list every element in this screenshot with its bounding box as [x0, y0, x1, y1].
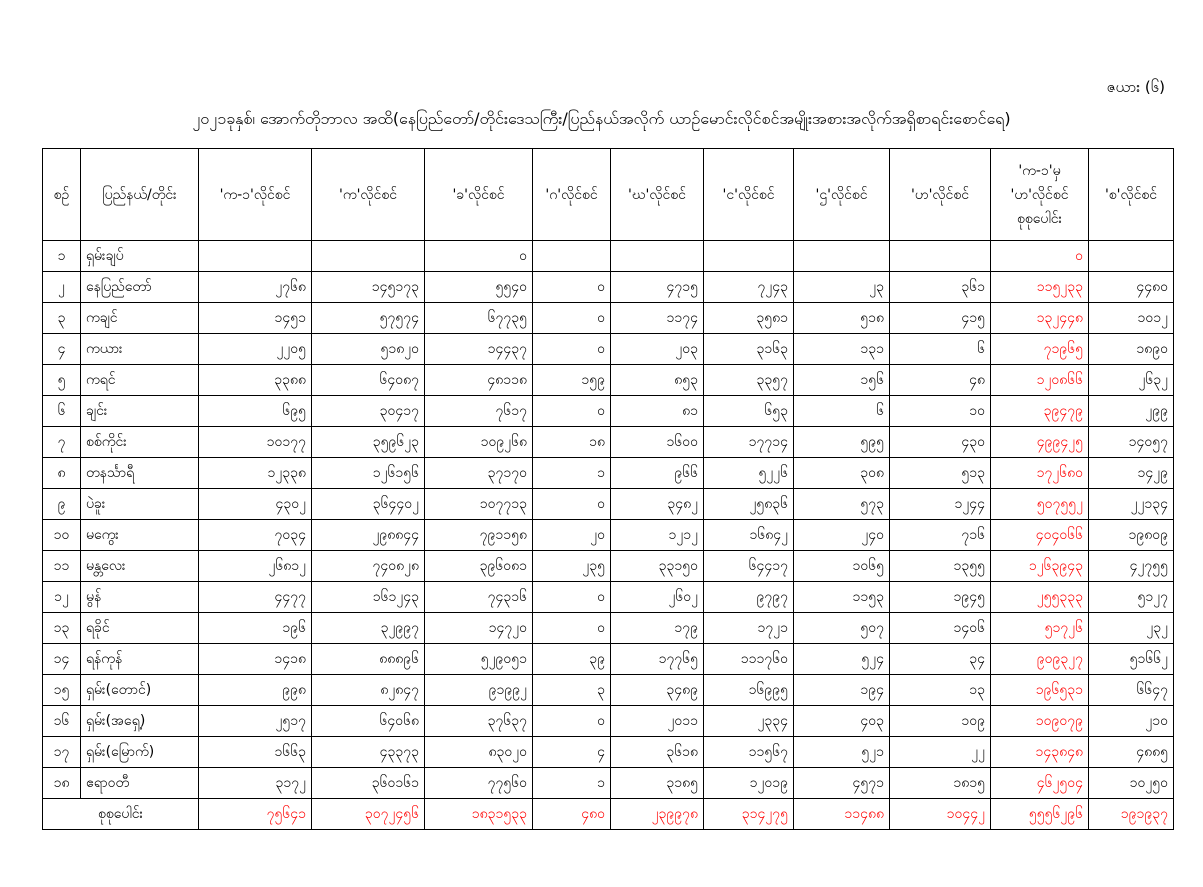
- cell-c8: ၁၂၄၄: [890, 489, 991, 520]
- cell-c10: ၅၁၂၇: [1089, 582, 1174, 613]
- cell-c5: ၂၀၃: [611, 334, 704, 365]
- cell-c10: ၆၆၄၇: [1089, 675, 1174, 706]
- cell-c10: ၂၉၉: [1089, 396, 1174, 427]
- cell-c1: ၂၂၀၅: [199, 334, 312, 365]
- cell-region: ချင်း: [81, 396, 199, 427]
- cell-no: ၁: [43, 241, 81, 272]
- cell-c6: ၁၁၅၆၇: [704, 737, 794, 768]
- cell-no: ၈: [43, 458, 81, 489]
- cell-region: ကရင်: [81, 365, 199, 396]
- cell-c9: ၉၀၉၃၂၇: [991, 644, 1089, 675]
- cell-c6: ၁၇၂၁: [704, 613, 794, 644]
- col-header-c3: 'ခ'လိုင်စင်: [425, 149, 533, 241]
- cell-region: ကချင်: [81, 303, 199, 334]
- table-row: [43, 365, 1174, 396]
- col-header-c8: 'ဟ'လိုင်စင်: [890, 149, 991, 241]
- table-row: [43, 520, 1174, 551]
- cell-c3: ၇၉၁၁၅၈: [425, 520, 533, 551]
- cell-no: ၉: [43, 489, 81, 520]
- table-row: [43, 706, 1174, 737]
- cell-c4: ၀: [533, 396, 611, 427]
- cell-c9: ၄၉၉၄၂၅: [991, 427, 1089, 458]
- cell-c3: ၇၆၁၇: [425, 396, 533, 427]
- cell-c3: ၅၂၉၀၅၁: [425, 644, 533, 675]
- header-row: [43, 149, 1174, 241]
- cell-c2: ၄၃၃၇၃: [312, 737, 425, 768]
- cell-c10: ၁၄၂၉: [1089, 458, 1174, 489]
- col-header-c1: 'က-၁'လိုင်စင်: [199, 149, 312, 241]
- table-row: [43, 272, 1174, 303]
- cell-c6: ၃၃၅၇: [704, 365, 794, 396]
- cell-c5: [611, 241, 704, 272]
- cell-c7: ၂၄၀: [794, 520, 890, 551]
- cell-no: ၄: [43, 334, 81, 365]
- cell-c9: ၁၂၀၈၆၆: [991, 365, 1089, 396]
- cell-c9: ၁၀၉၀၇၉: [991, 706, 1089, 737]
- cell-c1: ၁၉၆: [199, 613, 312, 644]
- cell-no: ၁၅: [43, 675, 81, 706]
- cell-c4: ၀: [533, 303, 611, 334]
- page-title: ၂၀၂၁ခုနှစ်၊ အောက်တိုဘာလ အထိ(နေပြည်တော်/တိုင်းဒေသကြီး/ပြည်နယ်အလိုက် ယာဉ်မောင်းလိုင်စင်အမျိုးအစားအလိုက်အရှိစာရင်းစောင်ရေ): [192, 109, 1011, 128]
- cell-c10: [1089, 241, 1174, 272]
- cell-c9: ၃၉၄၇၉: [991, 396, 1089, 427]
- col-header-c10: 'စ'လိုင်စင်: [1089, 149, 1174, 241]
- cell-c4: ၁၈: [533, 427, 611, 458]
- cell-c1: ၄၃၀၂: [199, 489, 312, 520]
- cell-c9: ၇၁၉၆၅: [991, 334, 1089, 365]
- cell-c4: ၃: [533, 675, 611, 706]
- cell-c2: [312, 241, 425, 272]
- cell-c6: ၃၁၆၃: [704, 334, 794, 365]
- cell-c1: ၁၆၆၃: [199, 737, 312, 768]
- cell-c7: ၁၅၆: [794, 365, 890, 396]
- cell-c2: ၃၂၉၉၇: [312, 613, 425, 644]
- cell-c5: ၃၄၈၉: [611, 675, 704, 706]
- cell-no: ၅: [43, 365, 81, 396]
- cell-no: ၁၀: [43, 520, 81, 551]
- col-header-no: စဉ်: [43, 149, 81, 241]
- cell-c2: ၁၄၅၁၇၃: [312, 272, 425, 303]
- cell-no: ၁၃: [43, 613, 81, 644]
- cell-c1: ၁၄၅၁: [199, 303, 312, 334]
- cell-c1: ၂၅၁၇: [199, 706, 312, 737]
- cell-c3: ၇၄၃၁၆: [425, 582, 533, 613]
- cell-region: ရှမ်းချပ်: [81, 241, 199, 272]
- cell-c6: ၁၁၁၇၆၀: [704, 644, 794, 675]
- cell-c2: ၆၄၀၈၇: [312, 365, 425, 396]
- cell-c2: ၁၆၁၂၄၃: [312, 582, 425, 613]
- cell-region: မန္တလေး: [81, 551, 199, 582]
- cell-c4: ၃၉: [533, 644, 611, 675]
- cell-c3: ၉၁၉၉၂: [425, 675, 533, 706]
- cell-c4: ၄: [533, 737, 611, 768]
- cell-region: ရှမ်း(တောင်): [81, 675, 199, 706]
- cell-c8: ၆: [890, 334, 991, 365]
- cell-c9: ၅၀၇၅၅၂: [991, 489, 1089, 520]
- cell-c4: ၂၀: [533, 520, 611, 551]
- col-header-c4: 'ဂ'လိုင်စင်: [533, 149, 611, 241]
- cell-c10: ၁၀၂၅၀: [1089, 768, 1174, 799]
- table-row: [43, 768, 1174, 799]
- total-c6: ၃၁၄၂၇၅: [704, 799, 794, 830]
- cell-c9: ၁၄၃၈၄၈: [991, 737, 1089, 768]
- cell-c8: ၁၄၀၆: [890, 613, 991, 644]
- cell-c8: ၄၃၀: [890, 427, 991, 458]
- cell-no: ၁၂: [43, 582, 81, 613]
- cell-c9: ၅၁၇၂၆: [991, 613, 1089, 644]
- cell-c1: ၂၆၈၁၂: [199, 551, 312, 582]
- cell-c6: ၂၅၈၃၆: [704, 489, 794, 520]
- cell-c3: ၅၅၄၀: [425, 272, 533, 303]
- cell-c1: ၁၂၃၃၈: [199, 458, 312, 489]
- cell-no: ၇: [43, 427, 81, 458]
- cell-c8: ၄၁၅: [890, 303, 991, 334]
- cell-c1: ၁၄၁၈: [199, 644, 312, 675]
- total-row: [43, 799, 1174, 830]
- total-c1: ၇၅၆၄၁: [199, 799, 312, 830]
- col-header-c2: 'က'လိုင်စင်: [312, 149, 425, 241]
- cell-no: ၆: [43, 396, 81, 427]
- table-row: [43, 582, 1174, 613]
- cell-c4: [533, 241, 611, 272]
- cell-c10: ၅၁၆၆၂: [1089, 644, 1174, 675]
- cell-c10: ၂၂၁၃၄: [1089, 489, 1174, 520]
- cell-c5: ၃၆၁၈: [611, 737, 704, 768]
- cell-c1: ၃၁၇၂: [199, 768, 312, 799]
- cell-c3: ၈၃၀၂၀: [425, 737, 533, 768]
- cell-c5: ၃၃၁၅၀: [611, 551, 704, 582]
- table-row: [43, 303, 1174, 334]
- table-row: [43, 334, 1174, 365]
- total-c2: ၃၀၇၂၄၅၆: [312, 799, 425, 830]
- cell-no: ၂: [43, 272, 81, 303]
- cell-c9: ၄၆၂၅၀၄: [991, 768, 1089, 799]
- cell-c6: ၃၅၈၁: [704, 303, 794, 334]
- cell-region: ရှမ်း(မြောက်): [81, 737, 199, 768]
- cell-region: နေပြည်တော်: [81, 272, 199, 303]
- cell-c6: [704, 241, 794, 272]
- cell-c8: ၄၈: [890, 365, 991, 396]
- cell-c8: ၂၂: [890, 737, 991, 768]
- cell-c1: ၂၇၆၈: [199, 272, 312, 303]
- cell-c9: ၁၇၂၆၈၀: [991, 458, 1089, 489]
- cell-c4: ၀: [533, 489, 611, 520]
- cell-c3: ၀: [425, 241, 533, 272]
- table-row: [43, 737, 1174, 768]
- cell-c7: ၅၂၁: [794, 737, 890, 768]
- cell-c7: [794, 241, 890, 272]
- cell-c8: ၁၃: [890, 675, 991, 706]
- cell-c6: ၇၂၄၃: [704, 272, 794, 303]
- cell-c2: ၃၆၄၄၀၂: [312, 489, 425, 520]
- cell-c10: ၁၀၁၂: [1089, 303, 1174, 334]
- cell-c3: ၁၄၄၃၇: [425, 334, 533, 365]
- cell-c5: ၃၄၈၂: [611, 489, 704, 520]
- cell-c10: ၁၄၀၅၇: [1089, 427, 1174, 458]
- table-row: [43, 551, 1174, 582]
- cell-c6: ၁၂၀၁၉: [704, 768, 794, 799]
- table-row: [43, 427, 1174, 458]
- total-c5: ၂၃၉၉၇၈: [611, 799, 704, 830]
- cell-region: တနင်္သာရီ: [81, 458, 199, 489]
- cell-no: ၃: [43, 303, 81, 334]
- cell-c6: ၉၇၉၇: [704, 582, 794, 613]
- cell-c9: ၄၀၄၀၆၆: [991, 520, 1089, 551]
- cell-c2: ၁၂၆၁၅၆: [312, 458, 425, 489]
- cell-c1: ၄၄၇၇: [199, 582, 312, 613]
- cell-c7: ၅၁၈: [794, 303, 890, 334]
- cell-c2: ၅၁၈၂၀: [312, 334, 425, 365]
- cell-c4: ၀: [533, 582, 611, 613]
- cell-c1: ၃၃၈၈: [199, 365, 312, 396]
- cell-c7: ၅၉၅: [794, 427, 890, 458]
- cell-c8: ၁၀၉: [890, 706, 991, 737]
- cell-region: စစ်ကိုင်း: [81, 427, 199, 458]
- col-header-c9-line: စုစုပေါင်း: [1016, 210, 1063, 227]
- cell-c7: ၁၉၄: [794, 675, 890, 706]
- cell-region: ရှမ်း(အရှေ့): [81, 706, 199, 737]
- cell-c6: ၆၄၄၁၇: [704, 551, 794, 582]
- col-header-region: ပြည်နယ်/တိုင်း: [81, 149, 199, 241]
- cell-c10: ၄၈၈၅: [1089, 737, 1174, 768]
- cell-c7: ၂၃: [794, 272, 890, 303]
- cell-c2: ၈၂၈၄၇: [312, 675, 425, 706]
- cell-c8: ၁၈၁၅: [890, 768, 991, 799]
- cell-c2: ၅၇၅၇၄: [312, 303, 425, 334]
- cell-c7: ၁၁၅၃: [794, 582, 890, 613]
- cell-c7: ၅၀၇: [794, 613, 890, 644]
- cell-c2: ၃၀၄၁၇: [312, 396, 425, 427]
- col-header-c7: 'ဌ'လိုင်စင်: [794, 149, 890, 241]
- table-row: [43, 644, 1174, 675]
- total-c10: ၁၉၁၉၃၇: [1089, 799, 1174, 830]
- col-header-c9: [991, 149, 1089, 241]
- cell-c8: ၅၁၃: [890, 458, 991, 489]
- cell-c3: ၁၄၇၂၀: [425, 613, 533, 644]
- table-row: [43, 675, 1174, 706]
- cell-c6: ၂၃၃၄: [704, 706, 794, 737]
- cell-no: ၁၆: [43, 706, 81, 737]
- cell-c5: ၉၆၆: [611, 458, 704, 489]
- cell-c8: [890, 241, 991, 272]
- total-c7: ၁၁၄၈၈: [794, 799, 890, 830]
- total-c3: ၁၈၃၁၅၃၃: [425, 799, 533, 830]
- cell-c7: ၃၀၈: [794, 458, 890, 489]
- cell-c5: ၁၇၇၆၅: [611, 644, 704, 675]
- cell-c8: ၁၃၅၅: [890, 551, 991, 582]
- cell-c4: ၂၃၅: [533, 551, 611, 582]
- cell-c7: ၄၀၃: [794, 706, 890, 737]
- cell-c7: ၆: [794, 396, 890, 427]
- cell-c1: ၁၀၁၇၇: [199, 427, 312, 458]
- cell-c4: ၀: [533, 706, 611, 737]
- table-row: [43, 613, 1174, 644]
- cell-c9: ၁၂၆၃၉၄၃: [991, 551, 1089, 582]
- cell-region: ကယား: [81, 334, 199, 365]
- cell-c10: ၂၃၂: [1089, 613, 1174, 644]
- total-c9: ၅၅၅၆၂၉၆: [991, 799, 1089, 830]
- license-table: [42, 148, 1174, 830]
- cell-region: မွန်: [81, 582, 199, 613]
- total-c8: ၁၀၄၄၂: [890, 799, 991, 830]
- cell-c6: ၁၆၉၉၅: [704, 675, 794, 706]
- cell-c2: ၃၆၀၁၆၁: [312, 768, 425, 799]
- cell-c5: ၁၇၉: [611, 613, 704, 644]
- cell-c3: ၄၈၁၁၈: [425, 365, 533, 396]
- cell-c9: ၁၉၆၅၃၁: [991, 675, 1089, 706]
- cell-c3: ၁၀၉၂၆၈: [425, 427, 533, 458]
- cell-c2: ၃၅၉၆၂၃: [312, 427, 425, 458]
- cell-c9: ၂၅၅၃၃၃: [991, 582, 1089, 613]
- cell-no: ၁၄: [43, 644, 81, 675]
- cell-c5: ၄၇၁၅: [611, 272, 704, 303]
- cell-c8: ၁၀: [890, 396, 991, 427]
- cell-no: ၁၇: [43, 737, 81, 768]
- cell-c10: ၄၂၇၅၅: [1089, 551, 1174, 582]
- cell-c8: ၃၄: [890, 644, 991, 675]
- cell-c3: ၁၀၇၇၁၃: [425, 489, 533, 520]
- cell-c5: ၁၆၀၀: [611, 427, 704, 458]
- cell-no: ၁၈: [43, 768, 81, 799]
- cell-c5: ၈၅၃: [611, 365, 704, 396]
- cell-c8: ၃၆၁: [890, 272, 991, 303]
- cell-c4: ၁၅၉: [533, 365, 611, 396]
- cell-c10: ၂၆၃၂: [1089, 365, 1174, 396]
- cell-c7: ၄၅၇၁: [794, 768, 890, 799]
- annex-label: ဇယား (၆): [1106, 78, 1165, 96]
- cell-c1: ၉၉၈: [199, 675, 312, 706]
- table-row: [43, 458, 1174, 489]
- cell-c3: ၇၇၅၆၀: [425, 768, 533, 799]
- cell-c3: ၃၇၆၃၇: [425, 706, 533, 737]
- col-header-c6: 'င'လိုင်စင်: [704, 149, 794, 241]
- cell-c5: ၃၁၈၅: [611, 768, 704, 799]
- cell-c9: ၀: [991, 241, 1089, 272]
- cell-c10: ၁၈၉၀: [1089, 334, 1174, 365]
- cell-c1: ၆၉၅: [199, 396, 312, 427]
- cell-c8: ၇၁၆: [890, 520, 991, 551]
- table-row: [43, 241, 1174, 272]
- cell-c2: ၆၄၀၆၈: [312, 706, 425, 737]
- cell-c2: ၈၈၈၉၆: [312, 644, 425, 675]
- cell-c2: ၂၉၈၈၄၄: [312, 520, 425, 551]
- cell-c3: ၃၉၆၀၈၁: [425, 551, 533, 582]
- cell-c4: ၀: [533, 272, 611, 303]
- cell-c5: ၈၁: [611, 396, 704, 427]
- cell-c6: ၁၇၇၁၄: [704, 427, 794, 458]
- cell-c4: ၁: [533, 768, 611, 799]
- cell-c9: ၁၁၅၂၃၃: [991, 272, 1089, 303]
- cell-c6: ၁၆၈၄၂: [704, 520, 794, 551]
- cell-c2: ၇၄၀၈၂၈: [312, 551, 425, 582]
- cell-c10: ၂၁၀: [1089, 706, 1174, 737]
- cell-region: မကွေး: [81, 520, 199, 551]
- cell-region: ပဲခူး: [81, 489, 199, 520]
- cell-c5: ၁၂၁၂: [611, 520, 704, 551]
- cell-c7: ၅၇၃: [794, 489, 890, 520]
- cell-c10: ၁၉၈၀၉: [1089, 520, 1174, 551]
- cell-c3: ၃၇၁၇၀: [425, 458, 533, 489]
- cell-c6: ၅၂၂၆: [704, 458, 794, 489]
- cell-c8: ၁၉၄၅: [890, 582, 991, 613]
- cell-c1: ၇၀၃၄: [199, 520, 312, 551]
- table-row: [43, 489, 1174, 520]
- cell-c7: ၁၃၁: [794, 334, 890, 365]
- col-header-c5: 'ဃ'လိုင်စင်: [611, 149, 704, 241]
- cell-region: ရန်ကုန်: [81, 644, 199, 675]
- col-header-c9-line: 'ဟ'လိုင်စင်: [1010, 186, 1069, 203]
- cell-c5: ၂၆၀၂: [611, 582, 704, 613]
- total-label: စုစုပေါင်း: [43, 799, 199, 830]
- table-row: [43, 396, 1174, 427]
- cell-region: ရခိုင်: [81, 613, 199, 644]
- cell-c9: ၁၃၂၄၄၈: [991, 303, 1089, 334]
- cell-c1: [199, 241, 312, 272]
- cell-c7: ၅၂၄: [794, 644, 890, 675]
- cell-c10: ၄၄၈၀: [1089, 272, 1174, 303]
- cell-c5: ၂၀၁၁: [611, 706, 704, 737]
- cell-c4: ၁: [533, 458, 611, 489]
- cell-region: ဧရာဝတီ: [81, 768, 199, 799]
- cell-c3: ၆၇၇၃၅: [425, 303, 533, 334]
- col-header-c9-line: 'က-၁'မှ: [1018, 162, 1061, 179]
- cell-c4: ၀: [533, 613, 611, 644]
- cell-c7: ၁၀၆၅: [794, 551, 890, 582]
- table-body: [43, 241, 1174, 830]
- cell-c6: ၆၅၃: [704, 396, 794, 427]
- total-c4: ၄၈၀: [533, 799, 611, 830]
- cell-no: ၁၁: [43, 551, 81, 582]
- cell-c4: ၀: [533, 334, 611, 365]
- cell-c5: ၁၁၇၄: [611, 303, 704, 334]
